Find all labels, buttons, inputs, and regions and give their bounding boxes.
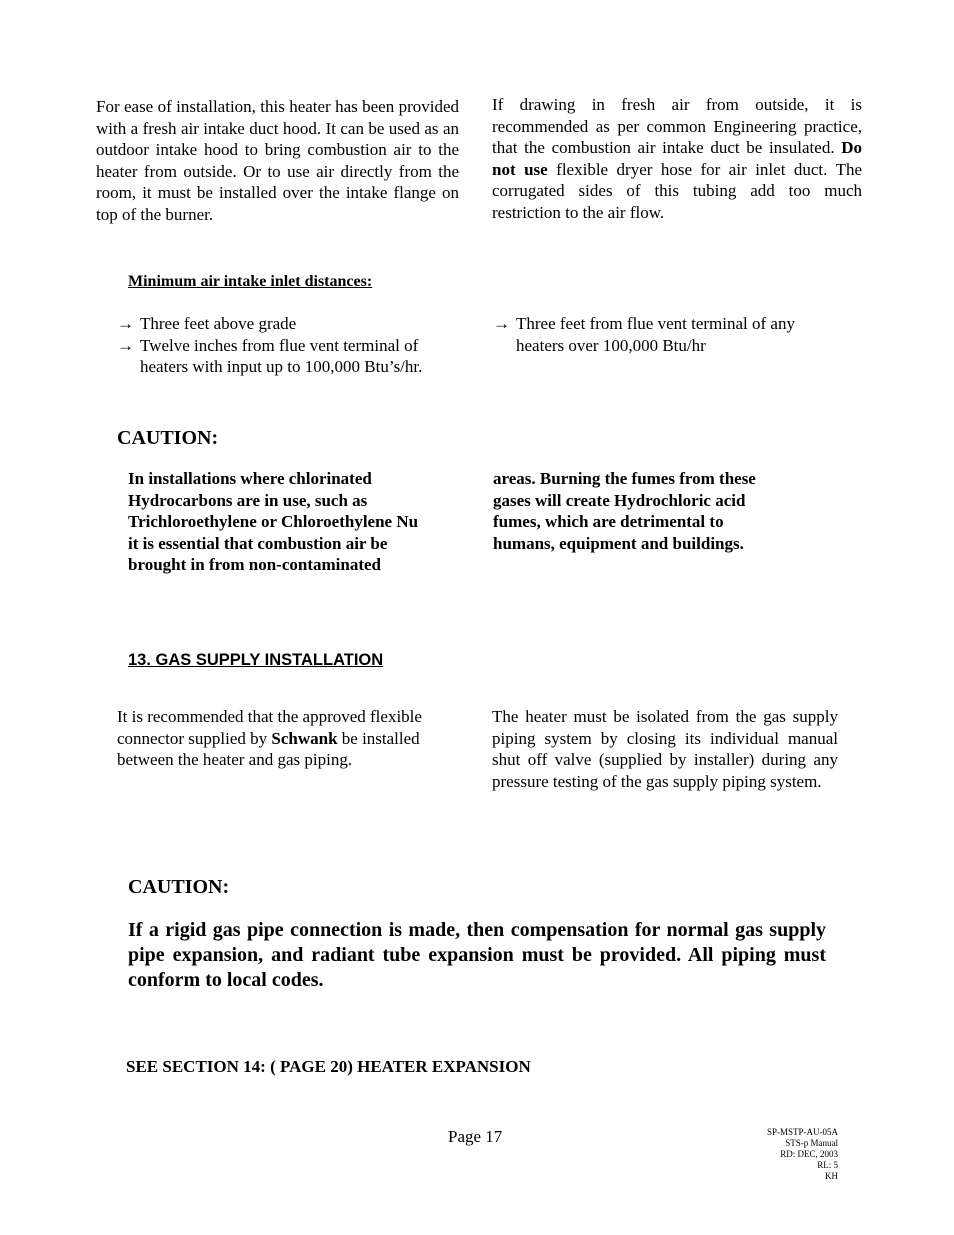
list-item-text: Twelve inches from flue vent terminal of heaters with input up to 100,000 Btu’s/hr. bbox=[140, 335, 423, 376]
arrow-right-icon: → bbox=[493, 314, 510, 333]
caution-line: it is essential that combustion air be bbox=[128, 533, 388, 553]
gas-supply-right-paragraph: The heater must be isolated from the gas supply piping system by closing its individual manual shut off valve (supplied by installer) during any pressure testing of the gas supply piping system. bbox=[492, 707, 838, 791]
intro-right-paragraph bbox=[492, 94, 862, 223]
gas-supply-left-paragraph bbox=[117, 706, 467, 771]
intro-right-text-2: flexible dryer hose for air inlet duct. The corrugated sides of this tubing add too much restriction to the air flow. bbox=[492, 159, 862, 222]
list-item bbox=[117, 335, 462, 378]
caution-left-block bbox=[128, 468, 418, 576]
caution-line: Hydrocarbons are in use, such as bbox=[128, 490, 368, 510]
see-section-reference: SEE SECTION 14: ( PAGE 20) HEATER EXPANSION bbox=[126, 1057, 531, 1076]
caution-right-block bbox=[493, 468, 756, 554]
caution-line: In installations where chlorinated bbox=[128, 469, 372, 488]
caution-line: gases will create Hydrochloric acid bbox=[493, 490, 746, 510]
arrow-right-icon: → bbox=[117, 314, 134, 333]
min-distances-right-list bbox=[493, 313, 838, 356]
caution-line: fumes, which are detrimental to bbox=[493, 512, 724, 531]
list-item bbox=[493, 313, 838, 356]
intro-right-text-1: If drawing in fresh air from outside, it is recommended as per common Engineering practice, that the combustion air intake duct be insulated. bbox=[492, 95, 862, 157]
intro-left-text: For ease of installation, this heater has been provided with a fresh air intake duct hood. It can be used as an outdoor intake hood to bring combustion air to the heater from outside. Or to use air directly from the room, it must be installed over the intake flange on top of the burner. bbox=[96, 97, 459, 224]
document-code-line: SP-MSTP-AU-05A bbox=[766, 1127, 838, 1137]
caution-line: brought in from non-contaminated bbox=[128, 555, 381, 574]
min-distances-heading: Minimum air intake inlet distances: bbox=[128, 273, 373, 290]
section-13-heading: 13. GAS SUPPLY INSTALLATION bbox=[128, 651, 384, 669]
gas-supply-left-text-1: It is recommended that the approved flexible connector supplied by bbox=[117, 707, 422, 748]
caution-heading: CAUTION: bbox=[117, 427, 219, 449]
document-code-line: RL: 5 bbox=[817, 1160, 838, 1170]
document-code-line: RD: DEC, 2003 bbox=[780, 1149, 838, 1159]
caution-line: areas. Burning the fumes from these bbox=[493, 469, 756, 488]
arrow-right-icon: → bbox=[117, 335, 134, 355]
gas-supply-left-text-2: be installed between the heater and gas piping. bbox=[117, 728, 420, 769]
caution-line: humans, equipment and buildings. bbox=[493, 533, 744, 553]
caution-line: Trichloroethylene or Chloroethylene Nu bbox=[128, 512, 419, 531]
list-item-text: Three feet above grade bbox=[140, 314, 297, 333]
caution-2-body: If a rigid gas pipe connection is made, then compensation for normal gas supply pipe expansion, and radiant tube expansion must be provided. All piping must conform to local codes. bbox=[128, 919, 826, 991]
min-distances-left-list bbox=[117, 313, 462, 378]
list-item bbox=[117, 313, 462, 335]
document-code-line: KH bbox=[825, 1171, 838, 1181]
document-code-block bbox=[740, 1127, 838, 1182]
intro-left-paragraph bbox=[96, 96, 459, 225]
schwank-brand: Schwank bbox=[271, 728, 338, 748]
do-not-use-emphasis: Do not use bbox=[492, 138, 863, 179]
page-number: Page 17 bbox=[448, 1127, 503, 1146]
list-item-text: Three feet from flue vent terminal of any heaters over 100,000 Btu/hr bbox=[516, 314, 795, 355]
caution-heading-2: CAUTION: bbox=[128, 876, 230, 898]
document-code-line: STS-p Manual bbox=[785, 1138, 838, 1148]
